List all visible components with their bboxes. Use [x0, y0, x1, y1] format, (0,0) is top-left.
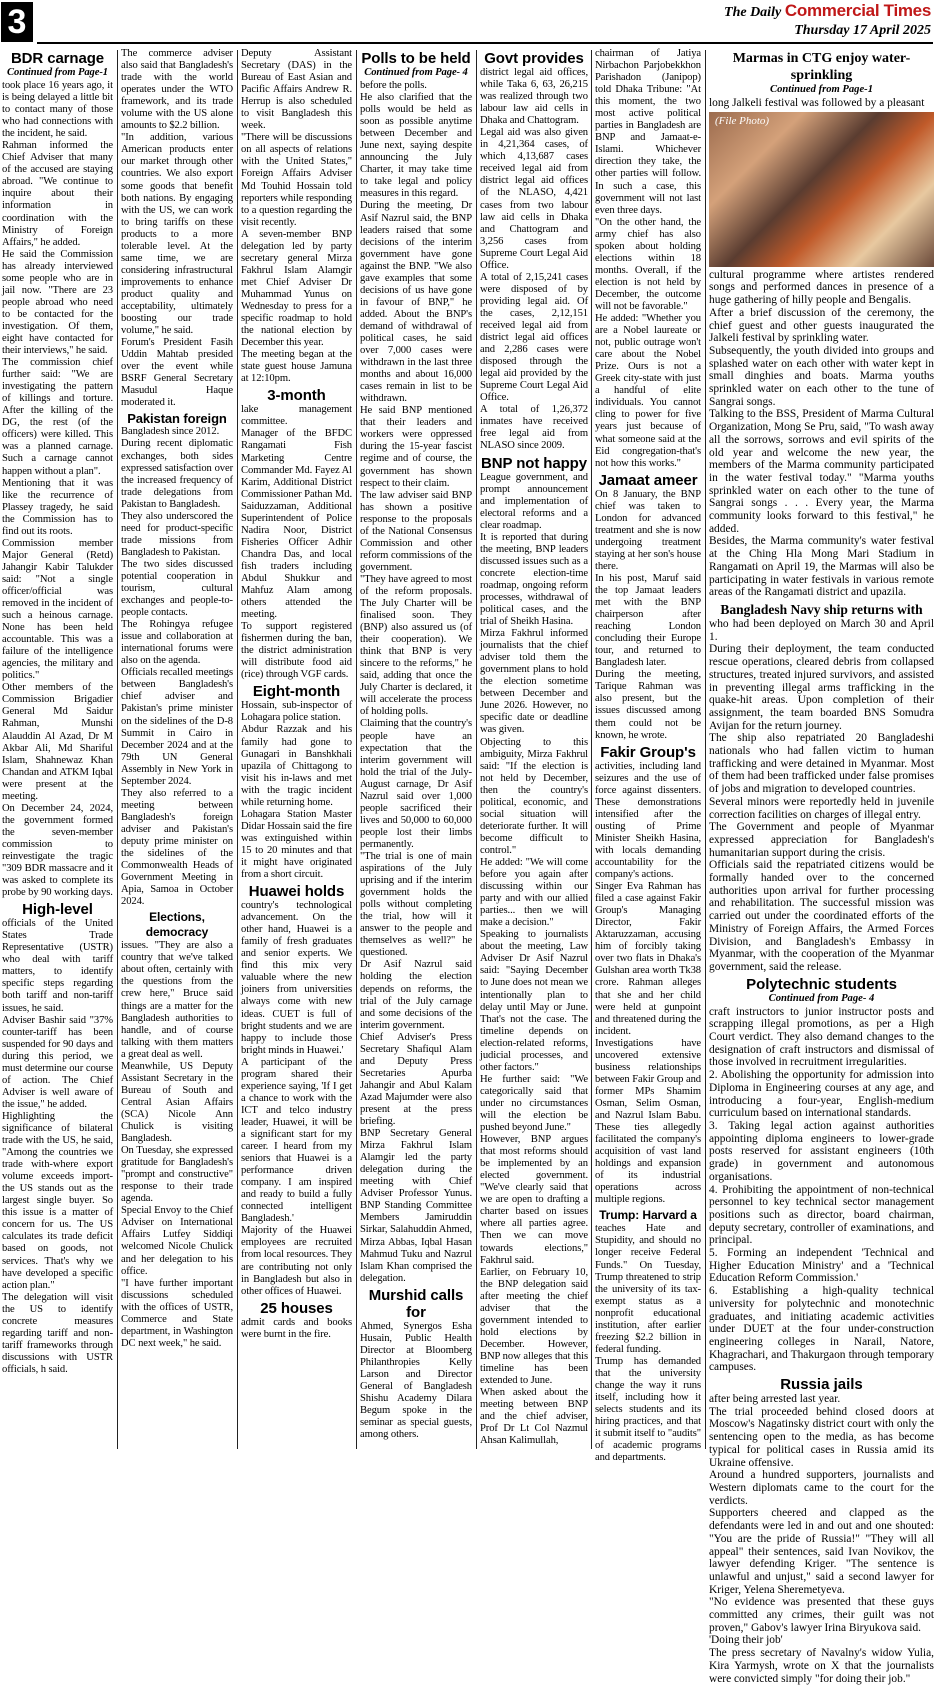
trump-headline: Trump: Harvard a [599, 1208, 697, 1223]
paragraph: Adviser Bashir said "37% counter-tariff has been suspended for 90 days and during this period, we must determine our course of action. The Chief Adviser is well aware of the issue," he added. [2, 1014, 113, 1110]
paragraph: after being arrested last year. [709, 1393, 841, 1406]
column-6 [595, 48, 701, 1464]
paragraph: It is reported that during the meeting, BNP leaders discussed issues such as a concrete election-time roadmap, ongoing reform processes, withdrawal of political cases, and the trial of Sheikh Hasina. [480, 531, 588, 628]
jamaat-headline: Jamaat ameer [598, 471, 698, 489]
paragraph: The Rohingya refugee issue and collaboration at international forums were also on the agenda. [121, 619, 233, 667]
column-5 [480, 48, 588, 1449]
marmas-headline: Marmas in CTG enjoy water-sprinkling [732, 51, 911, 83]
paragraph: Besides, the Marma community's water festival at the Ching Hla Mong Mari Stadium in Rangamati on April 19, the Marmas will also be participating in water festivals in various remote areas of the Rangamati district and upazila. [709, 535, 934, 599]
paragraph: Officials recalled meetings between Bangladesh's chief adviser and Pakistan's prime minister on the sidelines of the D-8 Summit in Cairo in December 2024 and at the 79th UN General Assembly in New York in September 2024. [121, 667, 233, 787]
polytechnic-body [709, 1006, 934, 1374]
paragraph: teaches Hate and Stupidity, and should no longer receive Federal Funds." On Tuesday, Trump threatened to strip the university of its tax-exempt status as a nonprofit educational institution, after earlier freezing $2.2 billion in federal funding. [595, 1223, 701, 1355]
paragraph: 4. Prohibiting the appointment of non-technical personnel to key technical sector management positions such as director, board chairman, deputy secretary, controller of examinations, and principal. [709, 1183, 934, 1247]
fakir-body [595, 761, 701, 1207]
paragraph: Commission member Major General (Retd) Jahangir Kabir Talukder said: "Not a single officer/official was removed in the incident of such a heinous carnage. None has been held accountable. This was a failure of the intelligence agencies, the military and politics." [2, 537, 113, 682]
paragraph: Legal aid was also given in 4,21,364 cases, of which 4,13,687 cases received legal aid from district legal aid offices of the NLASO, 4,421 cases from two labour law aid cells in Dhaka and Chattogram and 3,256 cases from Supreme Court Legal Aid Office. [480, 127, 588, 271]
trump-body [595, 1223, 701, 1464]
paragraph: 6. Establishing a high-quality technical university for polytechnic and monotechnic graduates, and initiating academic activities under DUET at the four under-construction engineering colleges in Narail, Natore, Khagrachari, and Thakurgaon through temporary campuses. [709, 1285, 934, 1374]
twentyfive-headline: 25 houses [260, 1299, 333, 1317]
polytechnic-headline: Polytechnic students [746, 975, 897, 993]
paragraph: Around a hundred supporters, journalists and Western diplomats came to the court for the verdicts. [709, 1469, 934, 1507]
paragraph: cultural programme where artistes rendered songs and performed dances in presence of a huge gathering of hilly people and Bengalis. [709, 268, 934, 307]
paragraph: lake management committee. [241, 404, 352, 428]
govt-body [480, 67, 588, 453]
paragraph: On December 24, 2024, the government formed the seven-member commission to reinvestigate the tragic "309 BDR massacre and it was asked to complete its probe by 90 working days. [2, 802, 113, 899]
paragraph: The trial proceeded behind closed doors at Moscow's Nagatinsky district court with only the sentencing open to the media, as has become typical for political cases in Russia amid its Ukraine offensive. [709, 1405, 934, 1469]
column-divider [591, 50, 592, 1449]
paragraph: They also underscored the need for product-specific trade missions from Bangladesh to Pakistan. [121, 510, 233, 558]
paragraph: 2. Abolishing the opportunity for admission into Diploma in Engineering courses at any age, and introducing a four-year, English-medium curriculum based on international standards. [709, 1069, 934, 1120]
paragraph: Highlighting the significance of bilateral trade with the US, he said, "Among the countries we trade with-where export volume exceeds import-the US stands out as the largest single buyer. So this issue is a matter of concern for us. The US calculates its trade deficit based on goods, not services. That's why we have developed a specific action plan." [2, 1110, 113, 1291]
polls-continued: Continued from Page- 4 [364, 67, 468, 78]
paragraph: Abdur Razzak and his family had gone to Gunagari in Banshkhali upazila of Chittagong to visit his in-laws and met with the tragic incident while returning home. [241, 724, 352, 808]
paragraph: Trump has demanded that the university change the way it runs itself, including how it selects students and its hiring practices, and that it submit itself to "audits" of academic programs and departments. [595, 1355, 701, 1464]
paragraph: 3. Taking legal action against authorities appointing diploma engineers to lower-grade posts reserved for assistant engineers (10th grade) in government and autonomous organisations. [709, 1120, 934, 1183]
paragraph: Lohagara Station Master Didar Hossain said the fire was extinguished within 15 to 20 minutes and that it might have originated from a short circuit. [241, 808, 352, 881]
column-3 [241, 48, 352, 1449]
paragraph: Dr Asif Nazrul said holding the election depends on reforms, the trial of the July carnage and some decisions of the interim government. [360, 959, 472, 1031]
paragraph: Objecting to this ambiguity, Mirza Fakhrul said: "If the election is not held by December, then the country's political, economic, and social situation will deteriorate further. It will become difficult to control." [480, 736, 588, 856]
issue-date: Thursday 17 April 2025 [794, 23, 931, 38]
paragraph: On 8 January, the BNP chief was taken to London for advanced treatment and she is now undergoing treatment staying at her son's house there. [595, 488, 701, 572]
govt-headline: Govt provides [484, 50, 584, 67]
paragraph: Mirza Fakhrul informed journalists that the chief adviser told them the government plans to hold the election sometime between December and June 2026. However, no specific date or deadline was given. [480, 628, 588, 736]
paragraph: Bangladesh since 2012. [121, 426, 220, 438]
paragraph: Subsequently, the youth divided into groups and splashed water on each other with water kept in small dinghies and boats. Marma youths sprinkled water on each other to the tune of Sangrai songs. [709, 344, 934, 408]
paragraph: When asked about the meeting between BNP and the chief adviser, Prof Dr Lt Col Nazmul Ahsan Kalimullah, [480, 1387, 588, 1447]
paragraph: Manager of the BFDC Rangamati Fish Marketing Centre Commander Md. Fayez Al Karim, Additional District Commissioner Pathan Md. Saiduzzaman, Additional Superintendent of Police Nadira Noor, District Fisheries Officer Adhir Chandra Das, and local fish traders including Abdul Shukkur and Mahfuz Alam among others attended the meeting. [241, 428, 352, 621]
column-divider [237, 50, 238, 1449]
paragraph: district legal aid offices, while Taka 6, 63, 26,215 was realized through two labour law aid cells in Dhaka and Chattogram. [480, 67, 588, 127]
highlevel-body [2, 918, 113, 1376]
paragraph: BNP Secretary General Mirza Fakhrul Islam Alamgir led the party delegation during the meeting with Chief Adviser Professor Yunus. BNP Standing Committee Members Jamiruddin Sirkar, Salahuddin Ahmed, Mirza Abbas, Iqbal Hasan Mahmud Tuku and Nazrul Islam Khan comprised the delegation. [360, 1128, 472, 1284]
paragraph: Chief Adviser's Press Secretary Shafiqul Alam and Deputy Press Secretaries Apurba Jahangir and Abul Kalam Azad Majumder were also present at the press briefing. [360, 1031, 472, 1128]
paragraph: The delegation will visit the US to identify concrete measures regarding tariff and non-tariff frameworks through discussions with USTR officials, h said. [2, 1291, 113, 1375]
paragraph: "The trial is one of main aspirations of the July uprising and if the interim government holds the polls without completing the trial, how will it answer to the people and themselves as well?" he questioned. [360, 851, 472, 959]
paragraph: On Tuesday, she expressed gratitude for Bangladesh's "prompt and constructive" response to their trade agenda. [121, 1145, 233, 1205]
huawei-body [241, 900, 352, 1298]
highlevel-headline: High-level [22, 901, 93, 919]
paragraph: activities, including land seizures and the use of force against dissenters. These demonstrations intensified after the ousting of Prime Minister Sheikh Hasina, with locals demanding accountability for the company's actions. [595, 760, 701, 881]
paragraph: The Government and people of Myanmar expressed appreciation for Bangladesh's humanitarian support during the crisis. [709, 821, 934, 859]
navy-body [709, 618, 934, 974]
threemonth-headline: 3-month [267, 387, 326, 405]
jatiya-body [595, 48, 701, 470]
paragraph: Forum's President Fasih Uddin Mahtab presided over the event while BSRF General Secretary Masudul Haque moderated it. [121, 337, 233, 409]
paragraph: The press secretary of Navalny's widow Yulia, Kira Yarmysh, wrote on X that the journalists were convicted simply "for doing their job." [709, 1647, 934, 1685]
photo-caption: (File Photo) [715, 114, 770, 127]
threemonth-body [241, 404, 352, 681]
polls-body [360, 80, 472, 1285]
paragraph: who had been deployed on March 30 and April 1. [709, 617, 934, 643]
elections-headline: Elections, democracy [145, 910, 209, 940]
festival-photo [709, 112, 934, 267]
paragraph: Talking to the BSS, President of Marma Cultural Organization, Mong Se Pru, said, "To wash away all the sorrows, sorrows and evil spirits of the old year and welcome the new year, the members of the Marma community participated in the water festival today." "Marma youths sprinkled water on each other to the tune of Sangrai songs . . . Every year, the Marma community looks forward to this festival," he added. [709, 408, 934, 535]
paragraph: During their deployment, the team conducted rescue operations, cleared debris from collapsed structures, treated injured survivors, and assisted in preventing illegal arms trafficking in the quake-hit areas. Upon completion of their assignment, the team boarded BNS Somudra Avijan for the return journey. [709, 643, 934, 732]
masthead [724, 2, 931, 40]
paragraph: During the meeting, Tarique Rahman was also present, but the issues discussed among them could not be known, he wrote. [595, 669, 701, 741]
bdr-body [2, 80, 113, 899]
paragraph: League government, and prompt announcement and implementation of electoral reforms and a clear roadmap. [480, 471, 588, 531]
paragraph: craft instructors to junior instructor posts and scrapping illegal promotions, as per a High Court verdict. They also demand changes to the designation of craft instructors and dismissal of those involved in recruitment irregularities. [709, 1005, 934, 1069]
paragraph: Meanwhile, US Deputy Assistant Secretary in the Bureau of South and Central Asian Affairs (SCA) Nicole Ann Chulick is visiting Bangladesh. [121, 1060, 233, 1145]
elections-body [121, 940, 233, 1350]
russia-headline: Russia jails [780, 1376, 863, 1394]
polls-headline: Polls to be held [361, 50, 471, 67]
column-1 [2, 48, 113, 1449]
twentyfive-body [241, 1317, 352, 1341]
bnpnothappy-body [480, 472, 588, 1448]
paragraph: "In addition, various American products enter our market through other countries. We also export some goods that benefit both nations. By engaging with the US, we can work to bring tariffs on these products to a more tolerable level. At the same time, we are considering infrastructural improvements to enhance product quality and acceptability, ultimately boosting our trade volume," he said. [121, 132, 233, 337]
bdr-headline: BDR carnage [10, 50, 105, 67]
column-divider [356, 50, 357, 1449]
paragraph: The law adviser said BNP has shown a positive response to the proposals of the National Consensus Commission and other reform commissions of the government. [360, 489, 472, 573]
paragraph: The ship also repatriated 20 Bangladeshi nationals who had fallen victim to human trafficking and were detained in Myanmar. Most of them had been trafficked under false promises of jobs and migration to developed countries. [709, 732, 934, 796]
paragraph: Speaking to journalists about the meeting, Law Adviser Dr Asif Nazrul said: "Saying December to June does not mean we intentionally plan to delay until May or June. That's not the case. The timeline depends on election-related reforms, judicial processes, and other factors." [480, 929, 588, 1073]
paragraph: Several minors were reportedly held in juvenile correction facilities on charges of illegal entry. [709, 795, 934, 821]
column-divider [705, 50, 706, 1449]
paragraph: Rahman informed the Chief Adviser that many of the accused are staying abroad. "We continue to inquire about their information in coordination with the Ministry of Foreign Affairs," he added. [2, 140, 113, 248]
paragraph: "I have further important discussions scheduled with the offices of USTR, Commerce and State department, in Washington DC next week," he said. [121, 1277, 233, 1349]
paragraph: Other members of the Commission Brigadier General Md Saidur Rahman, Munshi Alauddin Al Azad, Dr M Akbar Ali, Md Shariful Islam, Shahnewaz Khan Chandan and ATKM Iqbal were present at the meeting. [2, 682, 113, 802]
paragraph: Mentioning that it was like the recurrence of Plassey tragedy, he said the Commission has to find out its roots. [2, 477, 113, 537]
jamaat-body [595, 489, 701, 742]
paragraph: In his post, Maruf said the top Jamaat leaders met with the BNP chairperson after reaching London concluding their Europe tour, and returned to Bangladesh later. [595, 572, 701, 669]
fakir-headline: Fakir Group's [600, 743, 696, 761]
paragraph: He said BNP mentioned that their leaders and workers were oppressed during the 15-year fascist regime and of course, the government has shown respect to their claim. [360, 405, 472, 489]
marmas-body [709, 269, 934, 599]
elections-body-continued [241, 48, 352, 385]
paragraph: They also referred to a meeting between Bangladesh's foreign adviser and Pakistan's deputy prime minister on the sidelines of the Commonwealth Heads of Government Meeting in Apia, Samoa in October 2024. [121, 787, 233, 908]
brand-prefix: The Daily [724, 5, 782, 20]
paragraph: "They have agreed to most of the reform proposals. The July Charter will be finalised soon. They (BNP) also assured us (of their cooperation). We think that BNP is very sincere to the reforms," he said, adding that once the July Charter is declared, it will accelerate the process of holding polls. [360, 573, 472, 718]
polytechnic-continued: Continued from Page- 4 [768, 992, 875, 1004]
paragraph: The commerce adviser also said that Bangladesh's trade with the world operates under the WTO framework, and its trade volume with the US alone amounts to $2.2 billion. [121, 48, 233, 132]
column-7 [709, 48, 934, 1685]
paragraph: officials of the United States Trade Representative (USTR) who deal with tariff matters, to identify specific steps regarding both tariff and non-tariff issues, he said. [2, 918, 113, 1014]
brand-logo [724, 2, 931, 22]
navy-headline: Bangladesh Navy ship returns with [720, 601, 923, 617]
highlevel-body-continued [121, 48, 233, 409]
paragraph: The two sides discussed potential cooperation in tourism, cultural exchanges and people-to-people contacts. [121, 558, 233, 619]
paragraph: Special Envoy to the Chief Adviser on International Affairs Lutfey Siddiqi welcomed Nicole Chulick and her delegation to his office. [121, 1205, 233, 1277]
paragraph: issues. "They are also a country that we've talked about often, certainly with the questions from the crew here," Bruce said things are a matter for the Bangladesh authorities to handle, and of course talking with them matters a great deal as well. [121, 940, 233, 1060]
huawei-headline: Huawei holds [248, 883, 345, 901]
paragraph: Majority of the Huawei employees are recruited from local resources. They are contributing not only in Bangladesh but also in other offices of Huawei. [241, 1225, 352, 1297]
bnpnothappy-headline: BNP not happy [481, 454, 587, 472]
column-divider [476, 50, 477, 1449]
paragraph: Singer Eva Rahman has filed a case against Fakir Group's Managing Director, Fakir Aktaruzzaman, accusing him of forcibly taking over two flats in Dhaka's Gulshan area worth Tk38 crore. Rahman alleges that she and her child were held at gunpoint and threatened during the incident. [595, 881, 701, 1037]
pakistan-body [121, 426, 233, 908]
paragraph: He also clarified that the polls would be held as soon as possible anytime between December and June next, saying despite announcing the July Charter, it may take time to take legal and policy measures in this regard. [360, 92, 472, 200]
paragraph: Claiming that the country's people have an expectation that the interim government will hold the trial of the July-August carnage, Dr Asif Nazrul said over 1,000 people sacrificed their lives and 50,000 to 60,000 people lost their limbs permanently. [360, 718, 472, 850]
paragraph: Ahmed, Synergos Esha Husain, Public Health Director at Bloomberg Philanthropies Kelly Larson and Director General of Bangladesh Shishu Academy Dilara Begum spoke in the seminar as special guests, among others. [360, 1320, 472, 1441]
bdr-continued: Continued from Page-1 [7, 67, 108, 78]
eightmonth-headline: Eight-month [252, 683, 341, 701]
paragraph: The meeting began at the state guest house Jamuna at 12:10pm. [241, 349, 352, 385]
paragraph: chairman of Jatiya Nirbachon Parjobekkhon Parishadon (Janipop) told Dhaka Tribune: "At this moment, the two most active political parties in Bangladesh are BNP and Jamaat-e-Islami. Whichever direction they take, the other parties will follow. In such a case, this government will not last even three days. [595, 48, 701, 216]
column-4 [360, 48, 472, 1449]
murshid-body [360, 1321, 472, 1441]
paragraph: Hossain, sub-inspector of Lohagara police station. [241, 700, 352, 724]
paragraph: The commission chief further said: "We are investigating the pattern of killings and torture. After the killing of the DG, the rest (of the officers) were killed. This was a planned carnage. Such a carnage cannot happen without a plan". [2, 357, 113, 477]
paragraph: before the polls. [360, 80, 427, 91]
brand-name: Commercial Times [784, 1, 931, 20]
paragraph: He further said: "We categorically said that under no circumstances will the election be pushed beyond June." [480, 1073, 588, 1134]
paragraph: To support registered fishermen during the ban, the district administration will distribute food aid (rice) through VGF cards. [241, 621, 352, 681]
paragraph: A participant of the program shared their experience saying, 'If I get a chance to work with the ICT and telco industry leader, Huawei, it will be a significant start for my career. I heard from my seniors that Huawei is a performance driven company. I am inspired and ready to build a fully connected intelligent Bangladesh.' [241, 1056, 352, 1225]
paragraph: 'Doing their job' [709, 1634, 783, 1647]
paragraph: A seven-member BNP delegation led by party secretary general Mirza Fakhrul Islam Alamgir met Chief Adviser Dr Muhammad Yunus on Wednesday to press for a specific roadmap to hold the national election by December this year. [241, 228, 352, 349]
paragraph: country's technological advancement. On the other hand, Huawei is a family of fresh graduates and senior experts. We find this mix very valuable where the new joiners from universities always come with new ideas. CUET is full of bright students and we are happy to include those bright minds in Huawei.' [241, 900, 352, 1056]
paragraph: He added: "Whether you are a Nobel laureate or not, public outrage won't care about the Nobel Prize. Ours is not a Greek city-state with just a handful of elite individuals. You cannot cling to power for five years just because of what someone said at the Eid congregation-that's not how this works." [595, 313, 701, 469]
paragraph: After a brief discussion of the ceremony, the chief guest and other guests inaugurated the Jalkeli festival by sprinkling water. [709, 306, 934, 345]
paragraph: Officials said the repatriated citizens would be formally handed over to the concerned authorities upon arrival for further processing and rehabilitation. The successful mission was carried out under the coordinated efforts of the Ministry of Foreign Affairs, the Armed Forces Division, and Bangladesh's Embassy in Myanmar, with the cooperation of the Myanmar government, said the release. [709, 859, 934, 973]
paragraph: He added: "We will come before you again after discussing within our party and with our allied parties... then we will make a decision." [480, 857, 588, 929]
marmas-continued: Continued from Page-1 [770, 84, 873, 95]
header-rule [37, 42, 933, 44]
column-divider [117, 50, 118, 1449]
marmas-lead: long Jalkeli festival was followed by a pleasant [709, 97, 925, 109]
paragraph: "No evidence was presented that these guys committed any crimes, their guilt was not proven," Gabov's lawyer Irina Biryukova said. [709, 1596, 934, 1634]
paragraph: "On the other hand, the army chief has also spoken about holding elections within 18 months. Overall, if the election is not held by December, the outcome will not be favorable." [595, 216, 701, 312]
paragraph: A total of 1,26,372 inmates have received free legal aid from NLASO since 2009. [480, 404, 588, 452]
page-number: 3 [1, 2, 33, 42]
paragraph: Deputy Assistant Secretary (DAS) in the Bureau of East Asian and Pacific Affairs Andrew R. Herrup is also scheduled to visit Bangladesh this week. [241, 48, 352, 132]
paragraph: During recent diplomatic exchanges, both sides expressed satisfaction over the increased frequency of trade delegations from Pakistan to Bangladesh. [121, 438, 233, 510]
paragraph: "There will be discussions on all aspects of relations with the United States," Foreign Affairs Adviser Md Touhid Hossain told reporters while responding to a question regarding the visit recently. [241, 132, 352, 228]
paragraph: 5. Forming an independent 'Technical and Higher Education Ministry' and a 'Technical Education Reform Commission.' [709, 1247, 934, 1285]
paragraph: Supporters cheered and clapped as the defendants were led in and out and one shouted: "You are the pride of Russia!" "They will all appeal" their sentences, said Ivan Novikov, the lawyer defending Kriger. "The sentence is unlawful and unjust," said a second lawyer for Kriger, Yelena Sheremetyeva. [709, 1507, 934, 1596]
paragraph: took place 16 years ago, it is being delayed a little bit to contact many of those who had connections with the incident, he said. [2, 80, 113, 140]
eightmonth-body [241, 700, 352, 881]
column-2 [121, 48, 233, 1449]
paragraph: During the meeting, Dr Asif Nazrul said, the BNP leaders raised that some decisions of the interim government have gone against the BNP. "We also gave examples that some decisions of us have gone in favour of BNP," he added. About the BNP's demand of withdrawal of political cases, he said over 7,000 cases were withdrawn in the last three months and about 16,000 cases remain in list to be withdrawn. [360, 200, 472, 405]
paragraph: A total of 2,15,241 cases were disposed of by providing legal aid. Of the cases, 2,12,151 received legal aid from district legal aid offices and 2,286 cases were disposed through the legal aid provided by the Supreme Court Legal Aid Office. [480, 271, 588, 404]
paragraph: However, BNP argues that most reforms should be implemented by an elected government. "We've clearly said that we are open to drafting a charter based on issues where all parties agree. Then we can move towards elections," Fakhrul said. [480, 1134, 588, 1266]
paragraph: Investigations have uncovered extensive business relationships between Fakir Group and former MPs Shamim Osman, Selim Osman, and Nazrul Islam Babu. These ties allegedly facilitated the company's acquisition of vast land holdings and expansion of its industrial operations across multiple regions. [595, 1037, 701, 1206]
paragraph: Earlier, on February 10, the BNP delegation said after meeting the chief adviser that the government intended to hold elections by December. However, BNP now alleges that this timeline has been extended to June. [480, 1266, 588, 1387]
russia-body [709, 1393, 934, 1685]
murshid-headline: Murshid calls for [368, 1286, 464, 1321]
paragraph: admit cards and books were burnt in the fire. [241, 1316, 352, 1340]
pakistan-headline: Pakistan foreign [127, 411, 227, 427]
paragraph: He said the Commission has already interviewed some people who are in jail now. "There are 23 people abroad who need to be contacted for the investigation. Of them, eight have contacted for their interviews," he said. [2, 248, 113, 357]
